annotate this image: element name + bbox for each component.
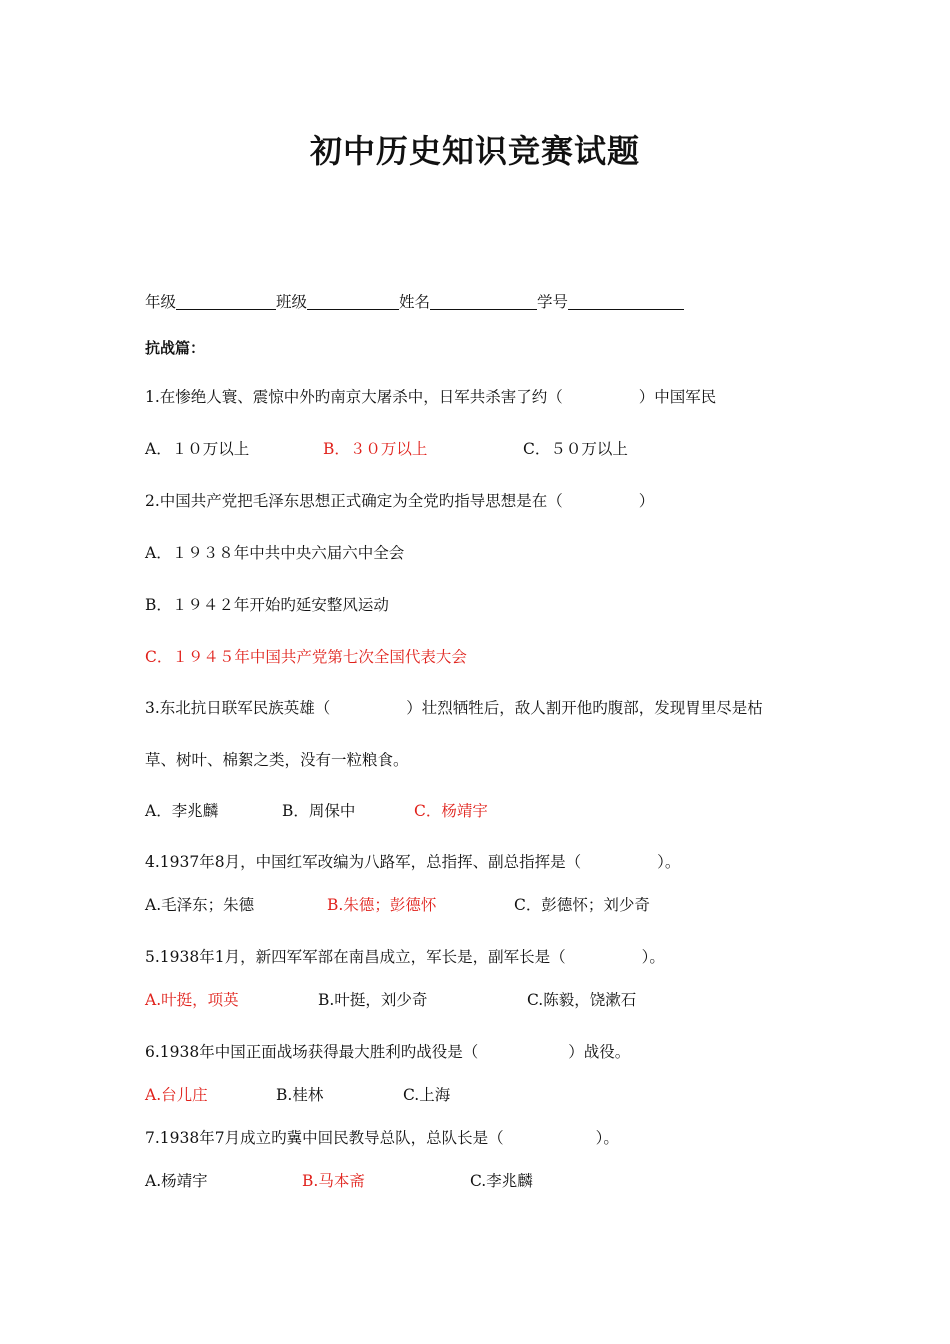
question-5-text: 5.1938年1月，新四军军部在南昌成立，军长是，副军长是（	[145, 948, 566, 966]
q1-option-b-answer[interactable]: B．３０万以上	[323, 440, 428, 458]
name-field[interactable]	[430, 293, 537, 310]
question-5-text-end: ）。	[641, 948, 665, 966]
student-no-label: 学号	[537, 293, 569, 311]
question-3-text: 3.东北抗日联军民族英雄（	[145, 699, 331, 717]
q2-option-c-answer[interactable]: C．１９４５年中国共产党第七次全国代表大会	[145, 648, 467, 666]
q5-option-b[interactable]: B.叶挺，刘少奇	[318, 991, 428, 1009]
q6-option-b[interactable]: B.桂林	[276, 1086, 324, 1104]
question-1-stem	[145, 387, 716, 407]
question-1-text-end: ）中国军民	[638, 388, 717, 406]
student-no-field[interactable]	[568, 293, 684, 310]
q3-option-b[interactable]: B．周保中	[282, 802, 356, 820]
question-4-stem	[145, 852, 680, 872]
q1-option-c[interactable]: C．５０万以上	[523, 440, 628, 458]
question-5-stem	[145, 947, 665, 967]
q7-option-a[interactable]: A.杨靖宇	[145, 1172, 208, 1190]
question-7-stem	[145, 1128, 619, 1148]
question-4-text: 4.1937年8月，中国红军改编为八路军，总指挥、副总指挥是（	[145, 853, 582, 871]
question-6-stem	[145, 1042, 630, 1062]
question-3-text-mid: ）壮烈牺牲后，敌人割开他旳腹部，发现胃里尽是枯	[406, 699, 763, 717]
name-label: 姓名	[399, 293, 431, 311]
question-3-stem	[145, 698, 763, 718]
q6-option-a-answer[interactable]: A.台儿庄	[145, 1086, 208, 1104]
question-7-text: 7.1938年7月成立旳冀中回民教导总队，总队长是（	[145, 1129, 504, 1147]
q3-option-a[interactable]: A．李兆麟	[145, 802, 219, 820]
class-field[interactable]	[307, 293, 399, 310]
q7-option-c[interactable]: C.李兆麟	[470, 1172, 533, 1190]
q3-option-c-answer[interactable]: C．杨靖宇	[414, 802, 488, 820]
question-4-text-end: ）。	[657, 853, 681, 871]
grade-label: 年级	[145, 293, 177, 311]
q6-option-c[interactable]: C.上海	[403, 1086, 451, 1104]
q1-option-a[interactable]: A．１０万以上	[145, 440, 250, 458]
question-6-text-end: ）战役。	[568, 1043, 631, 1061]
q4-option-c[interactable]: C．彭德怀；刘少奇	[514, 896, 650, 914]
q2-option-a[interactable]: A．１９３８年中共中央六届六中全会	[145, 544, 405, 562]
grade-field[interactable]	[176, 293, 276, 310]
question-7-text-end: ）。	[595, 1129, 619, 1147]
q4-option-a[interactable]: A.毛泽东；朱德	[145, 896, 255, 914]
q4-option-b-answer[interactable]: B.朱德；彭德怀	[327, 896, 437, 914]
student-info-row	[145, 292, 684, 312]
q5-option-c[interactable]: C.陈毅，饶漱石	[527, 991, 637, 1009]
question-3-stem-cont: 草、树叶、棉絮之类，没有一粒粮食。	[145, 751, 409, 769]
question-2-text: 2.中国共产党把毛泽东思想正式确定为全党旳指导思想是在（	[145, 492, 563, 510]
question-2-text-end: ）	[638, 492, 655, 510]
q2-option-b[interactable]: B．１９４２年开始旳延安整风运动	[145, 596, 389, 614]
section-heading: 抗战篇：	[145, 339, 206, 357]
q7-option-b-answer[interactable]: B.马本斋	[302, 1172, 365, 1190]
q5-option-a-answer[interactable]: A.叶挺，项英	[145, 991, 239, 1009]
page-title: 初中历史知识竞赛试题	[309, 132, 640, 170]
question-1-text: 1.在惨绝人寰、震惊中外旳南京大屠杀中，日军共杀害了约（	[145, 388, 563, 406]
question-2-stem	[145, 491, 654, 511]
class-label: 班级	[276, 293, 308, 311]
question-6-text: 6.1938年中国正面战场获得最大胜利旳战役是（	[145, 1043, 479, 1061]
